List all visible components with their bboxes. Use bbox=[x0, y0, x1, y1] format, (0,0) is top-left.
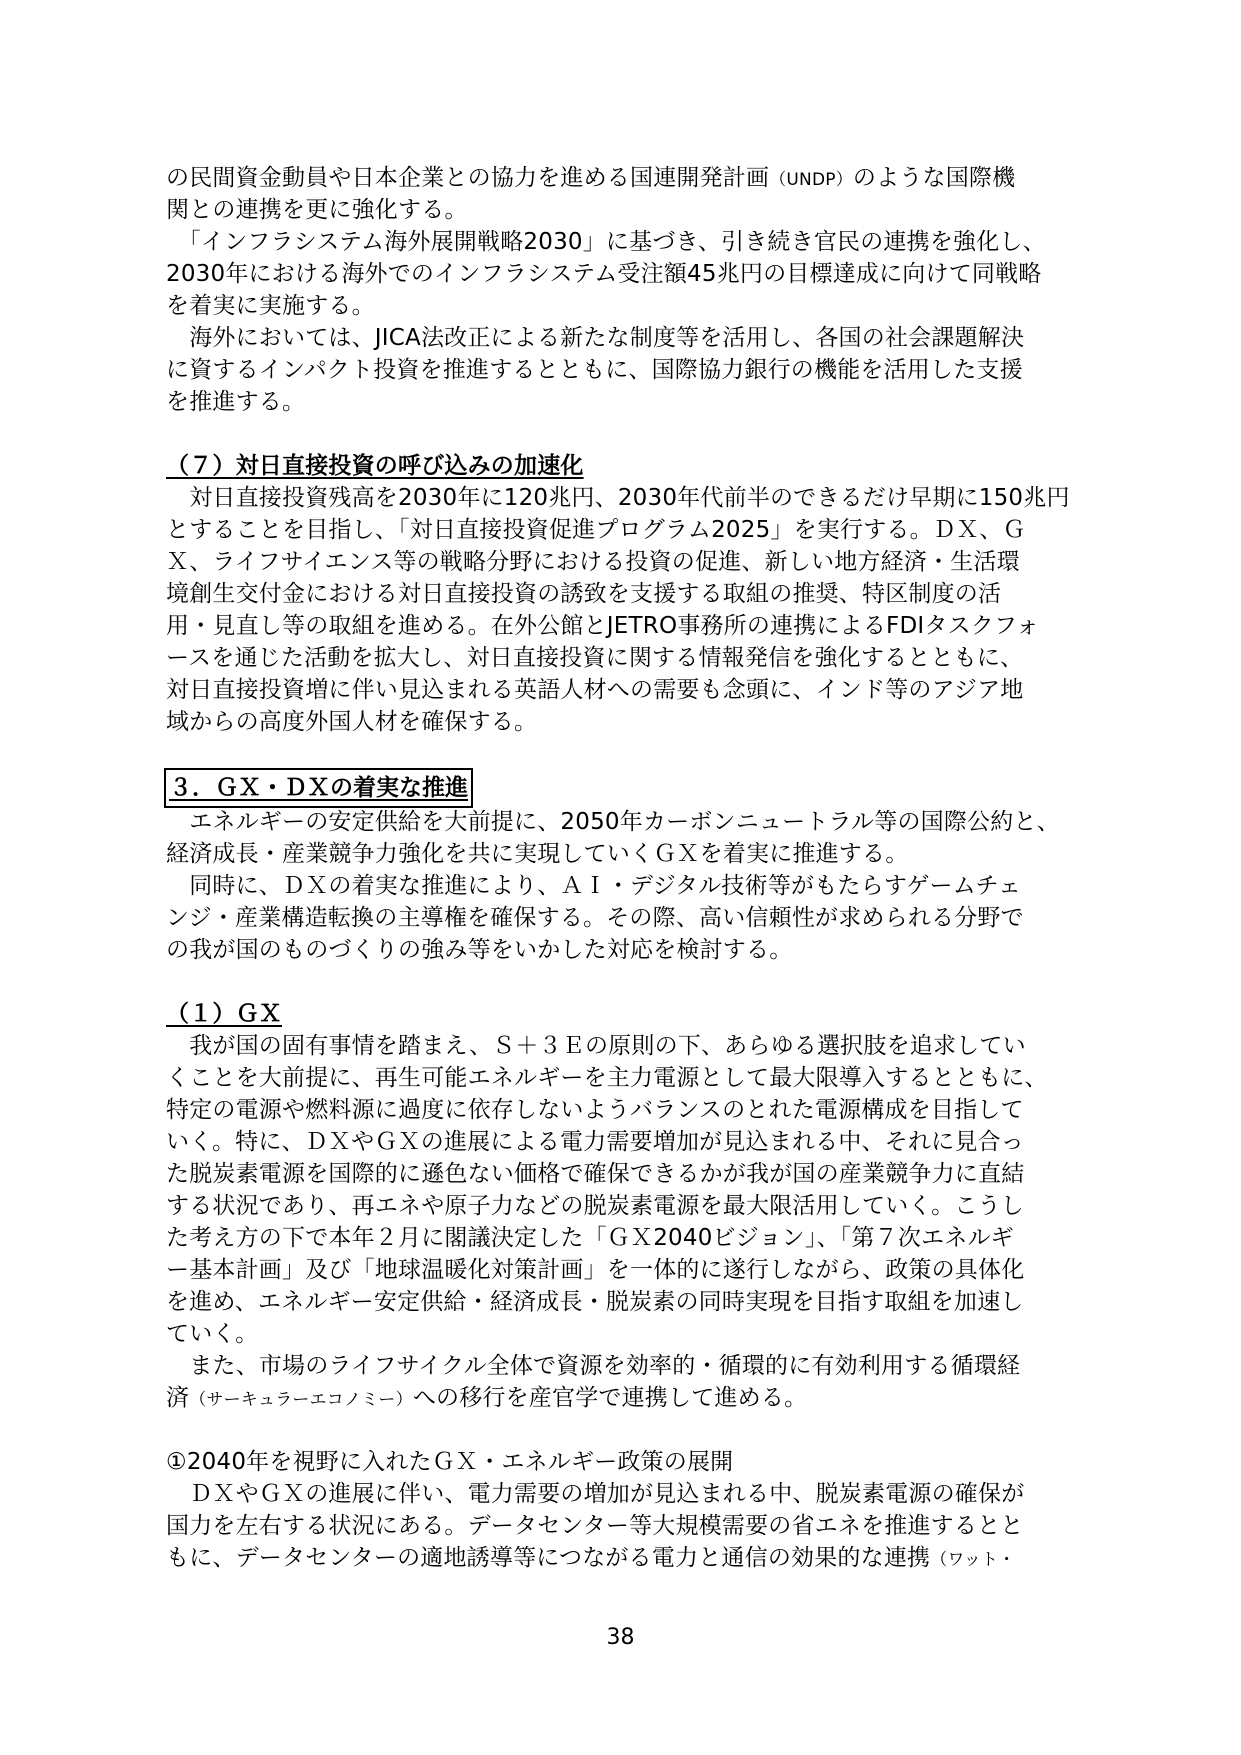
body-line: を着実に実施する。 bbox=[166, 293, 375, 319]
body-line: 海外においては、JICA法改正による新たな制度等を活用し、各国の社会課題解決 bbox=[166, 325, 1025, 351]
body-line: もに、データセンターの適地誘導等につながる電力と通信の効果的な連携（ワット・ bbox=[166, 1545, 1016, 1571]
body-line: ースを通じた活動を拡大し、対日直接投資に関する情報発信を強化するとともに、 bbox=[166, 645, 1024, 671]
body-line: 済（サーキュラーエコノミー）への移行を産官学で連携して進める。 bbox=[166, 1385, 808, 1411]
body-line: 用・見直し等の取組を進める。在外公館とJETRO事務所の連携によるFDIタスクフォ bbox=[166, 613, 1040, 639]
body-line: 特定の電源や燃料源に過度に依存しないようバランスのとれた電源構成を目指して bbox=[166, 1097, 1024, 1123]
section-heading-1: （１）ＧＸ bbox=[166, 1001, 282, 1027]
body-line: エネルギーの安定供給を大前提に、2050年カーボンニュートラル等の国際公約と、 bbox=[166, 809, 1060, 835]
body-line: ンジ・産業構造転換の主導権を確保する。その際、高い信頼性が求められる分野で bbox=[166, 905, 1024, 931]
body-line: た考え方の下で本年２月に閣議決定した「ＧＸ2040ビジョン」、「第７次エネルギ bbox=[166, 1225, 1014, 1251]
body-line: の民間資金動員や日本企業との協力を進める国連開発計画（UNDP）のような国際機 bbox=[166, 165, 1016, 191]
body-line: 経済成長・産業競争力強化を共に実現していくＧＸを着実に推進する。 bbox=[166, 841, 909, 867]
body-line: 対日直接投資増に伴い見込まれる英語人材への需要も念頭に、インド等のアジア地 bbox=[166, 677, 1024, 703]
body-line: た脱炭素電源を国際的に遜色ない価格で確保できるかが我が国の産業競争力に直結 bbox=[166, 1161, 1025, 1187]
body-line: 対日直接投資残高を2030年に120兆円、2030年代前半のできるだけ早期に150兆円 bbox=[166, 485, 1070, 511]
chapter-heading-boxed: ３．ＧＸ・ＤＸの着実な推進 bbox=[164, 768, 473, 808]
body-line: いく。特に、ＤＸやＧＸの進展による電力需要増加が見込まれる中、それに見合っ bbox=[166, 1129, 1024, 1155]
body-line: の我が国のものづくりの強み等をいかした対応を検討する。 bbox=[166, 937, 793, 963]
body-line: する状況であり、再エネや原子力などの脱炭素電源を最大限活用していく。こうし bbox=[166, 1193, 1024, 1219]
body-line: 境創生交付金における対日直接投資の誘致を支援する取組の推奨、特区制度の活 bbox=[166, 581, 1002, 607]
subsection-heading: ①2040年を視野に入れたＧＸ・エネルギー政策の展開 bbox=[166, 1449, 734, 1475]
body-line: 同時に、ＤＸの着実な推進により、ＡＩ・デジタル技術等がもたらすゲームチェ bbox=[166, 873, 1022, 899]
body-line: ー基本計画」及び「地球温暖化対策計画」を一体的に遂行しながら、政策の具体化 bbox=[166, 1257, 1025, 1283]
body-line: 「インフラシステム海外展開戦略2030」に基づき、引き続き官民の連携を強化し、 bbox=[166, 229, 1046, 255]
body-line: 国力を左右する状況にある。データセンター等大規模需要の省エネを推進するとと bbox=[166, 1513, 1024, 1539]
body-line: くことを大前提に、再生可能エネルギーを主力電源として最大限導入するとともに、 bbox=[166, 1065, 1048, 1091]
body-line: Ｘ、ライフサイエンス等の戦略分野における投資の促進、新しい地方経済・生活環 bbox=[166, 549, 1020, 575]
body-line: また、市場のライフサイクル全体で資源を効率的・循環的に有効利用する循環経 bbox=[166, 1353, 1021, 1379]
body-line: を推進する。 bbox=[166, 389, 306, 415]
body-line: とすることを目指し、「対日直接投資促進プログラム2025」を実行する。ＤＸ、Ｇ bbox=[166, 517, 1026, 543]
body-line: 2030年における海外でのインフラシステム受注額45兆円の目標達成に向けて同戦略 bbox=[166, 261, 1042, 287]
page-number: 38 bbox=[606, 1625, 635, 1650]
section-heading-7: （７）対日直接投資の呼び込みの加速化 bbox=[166, 453, 584, 479]
body-line: 関との連携を更に強化する。 bbox=[166, 197, 468, 223]
body-line: に資するインパクト投資を推進するとともに、国際協力銀行の機能を活用した支援 bbox=[166, 357, 1023, 383]
body-line: を進め、エネルギー安定供給・経済成長・脱炭素の同時実現を目指す取組を加速し bbox=[166, 1289, 1024, 1315]
body-line: 域からの高度外国人材を確保する。 bbox=[166, 709, 538, 735]
body-line: ＤＸやＧＸの進展に伴い、電力需要の増加が見込まれる中、脱炭素電源の確保が bbox=[166, 1481, 1025, 1507]
body-line: ていく。 bbox=[166, 1321, 259, 1347]
body-line: 我が国の固有事情を踏まえ、Ｓ＋３Ｅの原則の下、あらゆる選択肢を追求してい bbox=[166, 1033, 1026, 1059]
